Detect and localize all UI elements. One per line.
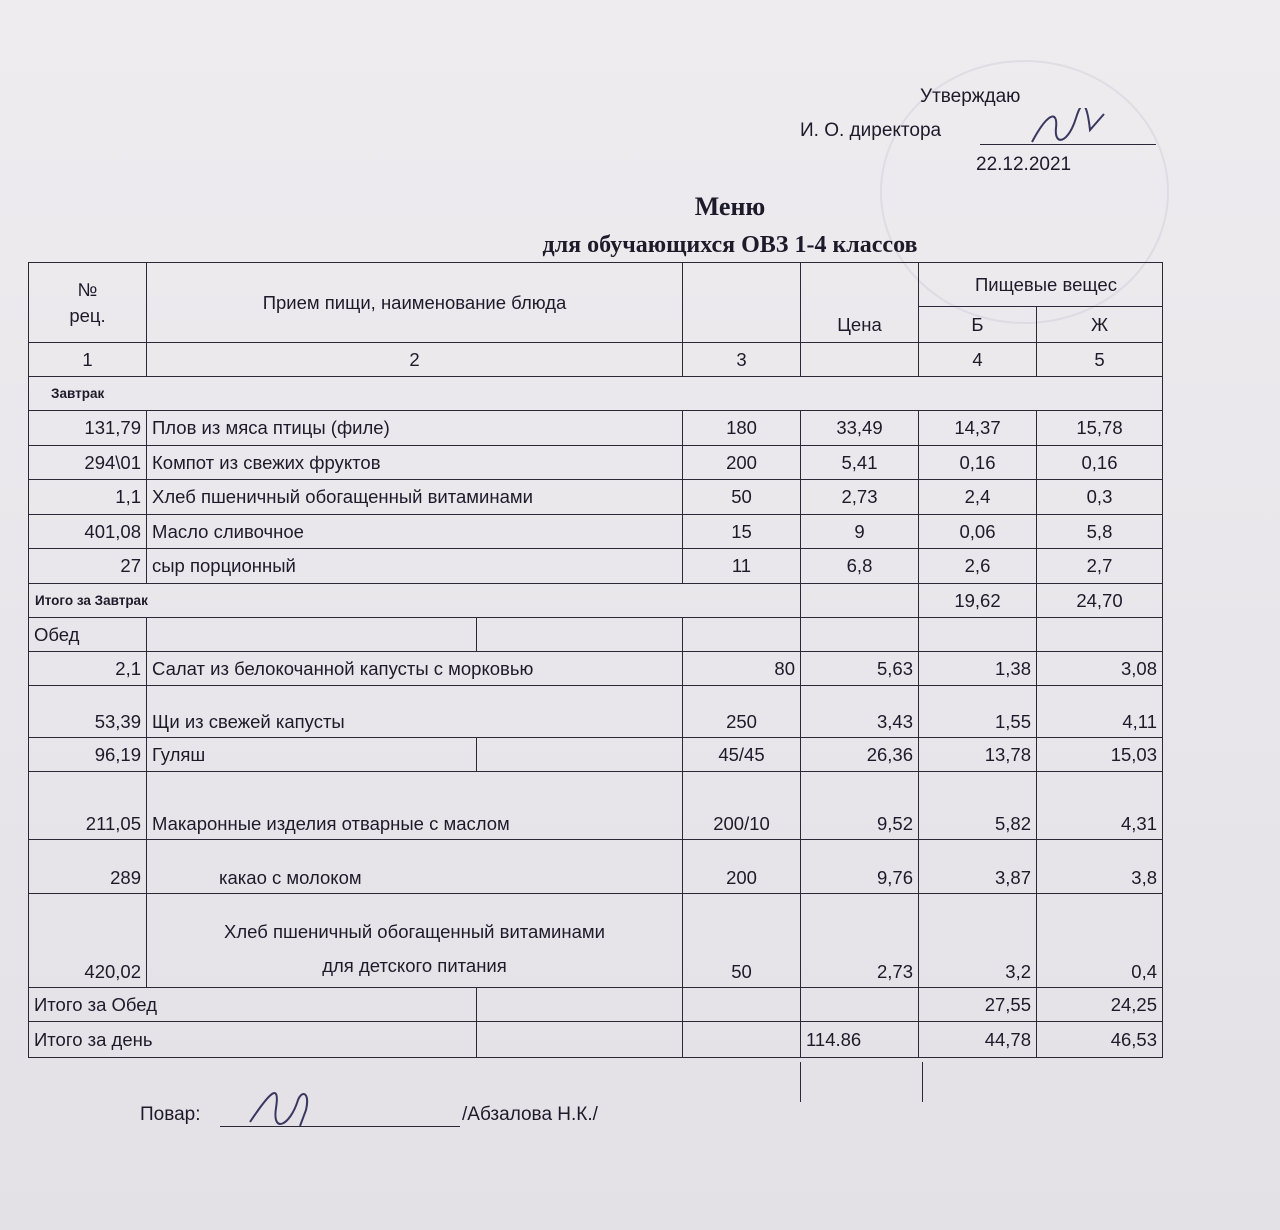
breakfast-total-protein: 19,62 [919,584,1037,618]
protein: 0,06 [919,515,1037,549]
fat: 0,16 [1037,446,1163,480]
fat: 15,78 [1037,411,1163,446]
section-breakfast [29,377,1163,411]
price: 2,73 [801,894,919,988]
output: 200 [683,446,801,480]
section-lunch [29,618,1163,652]
table-row [29,411,1163,446]
empty-cell [683,618,801,652]
protein: 13,78 [919,738,1037,772]
dish-name: Макаронные изделия отварные с маслом [147,772,683,840]
approve-label: Утверждаю [920,86,1021,107]
recipe-no: 294\01 [29,446,147,480]
day-total-fat: 46,53 [1037,1022,1163,1058]
breakfast-total-fat: 24,70 [1037,584,1163,618]
fat: 4,11 [1037,686,1163,738]
recipe-no: 27 [29,549,147,584]
price: 9 [801,515,919,549]
col-number: 4 [919,343,1037,377]
recipe-no: 1,1 [29,480,147,515]
protein: 3,87 [919,840,1037,894]
col-number: 3 [683,343,801,377]
protein: 14,37 [919,411,1037,446]
day-total-price: 114.86 [801,1022,919,1058]
output: 45/45 [683,738,801,772]
protein: 3,2 [919,894,1037,988]
protein: 1,55 [919,686,1037,738]
price: 9,76 [801,840,919,894]
day-total-protein: 44,78 [919,1022,1037,1058]
fat: 2,7 [1037,549,1163,584]
fat: 4,31 [1037,772,1163,840]
header-row-1 [29,263,1163,307]
recipe-no: 211,05 [29,772,147,840]
menu-table [28,262,1163,1058]
header-nutrients: Пищевые вещес [919,263,1163,307]
cook-signature-line [220,1126,460,1127]
empty-cell [147,618,477,652]
dish-name: Масло сливочное [147,515,683,549]
recipe-no: 289 [29,840,147,894]
output: 50 [683,894,801,988]
col-number: 2 [147,343,683,377]
page-title: Меню [694,192,766,221]
dish-name: сыр порционный [147,549,683,584]
fat: 15,03 [1037,738,1163,772]
protein: 5,82 [919,772,1037,840]
recipe-no: 96,19 [29,738,147,772]
recipe-no: 53,39 [29,686,147,738]
col-number: 5 [1037,343,1163,377]
empty-cell [477,1022,683,1058]
empty-cell [477,618,683,652]
lunch-total-fat: 24,25 [1037,988,1163,1022]
empty-cell [801,988,919,1022]
page-subtitle: для обучающихся ОВЗ 1-4 классов [542,232,918,258]
empty-cell [477,738,683,772]
cook-signature [240,1082,330,1132]
output: 200/10 [683,772,801,840]
cook-label: Повар: [140,1104,201,1125]
table-row [29,738,1163,772]
protein: 2,6 [919,549,1037,584]
lunch-total-protein: 27,55 [919,988,1037,1022]
dish-name: Плов из мяса птицы (филе) [147,411,683,446]
dish-name [147,894,683,988]
protein: 2,4 [919,480,1037,515]
empty-cell [683,988,801,1022]
dish-name: Салат из белокочанной капусты с морковью [147,652,683,686]
output: 50 [683,480,801,515]
recipe-no: 2,1 [29,652,147,686]
empty-cell [1037,618,1163,652]
breakfast-total-row [29,584,1163,618]
table-row [29,515,1163,549]
output: 180 [683,411,801,446]
fat: 3,8 [1037,840,1163,894]
output: 200 [683,840,801,894]
table-row [29,480,1163,515]
header-output [683,263,801,343]
col-number: 1 [29,343,147,377]
empty-cell [801,618,919,652]
price: 5,63 [801,652,919,686]
director-position: И. О. директора [800,120,942,141]
dish-name: Компот из свежих фруктов [147,446,683,480]
lunch-total-row [29,988,1163,1022]
fat: 0,4 [1037,894,1163,988]
recipe-no: 420,02 [29,894,147,988]
empty-cell [919,618,1037,652]
lunch-label: Обед [29,618,147,652]
table-row [29,840,1163,894]
price: 26,36 [801,738,919,772]
breakfast-total-price [801,584,919,618]
dish-name: какао с молоком [147,840,683,894]
table-row [29,446,1163,480]
empty-cell [683,1022,801,1058]
fat: 3,08 [1037,652,1163,686]
price: 33,49 [801,411,919,446]
header-price: Цена [801,263,919,343]
fat: 0,3 [1037,480,1163,515]
cook-name: /Абзалова Н.К./ [462,1104,598,1125]
output: 250 [683,686,801,738]
breakfast-total-label: Итого за Завтрак [29,584,801,618]
table-row [29,772,1163,840]
empty-cell [477,988,683,1022]
output: 15 [683,515,801,549]
breakfast-label: Завтрак [29,377,1163,411]
price: 9,52 [801,772,919,840]
column-extension-line [800,1062,801,1102]
column-numbers-row [29,343,1163,377]
header-dish: Прием пищи, наименование блюда [147,263,683,343]
price: 5,41 [801,446,919,480]
table-row [29,549,1163,584]
dish-name: Хлеб пшеничный обогащенный витаминами [147,480,683,515]
table-row [29,652,1163,686]
header-zh: Ж [1037,307,1163,343]
output: 80 [683,652,801,686]
day-total-row [29,1022,1163,1058]
price: 3,43 [801,686,919,738]
dish-name: Гуляш [147,738,477,772]
protein: 1,38 [919,652,1037,686]
header-recipe-no: № рец. [29,263,147,343]
table-row [29,686,1163,738]
fat: 5,8 [1037,515,1163,549]
recipe-no: 131,79 [29,411,147,446]
dish-name-line-1: Хлеб пшеничный обогащенный витаминами [224,921,605,942]
day-total-label: Итого за день [29,1022,477,1058]
table-row [29,894,1163,988]
column-extension-line [922,1062,923,1102]
dish-name: Щи из свежей капусты [147,686,683,738]
col-number [801,343,919,377]
header-b: Б [919,307,1037,343]
dish-name-line-2: для детского питания [322,955,507,976]
protein: 0,16 [919,446,1037,480]
approval-block [800,86,1160,186]
director-signature [1028,108,1108,148]
output: 11 [683,549,801,584]
approval-date: 22.12.2021 [976,154,1072,175]
recipe-no: 401,08 [29,515,147,549]
lunch-total-label: Итого за Обед [29,988,477,1022]
price: 6,8 [801,549,919,584]
price: 2,73 [801,480,919,515]
